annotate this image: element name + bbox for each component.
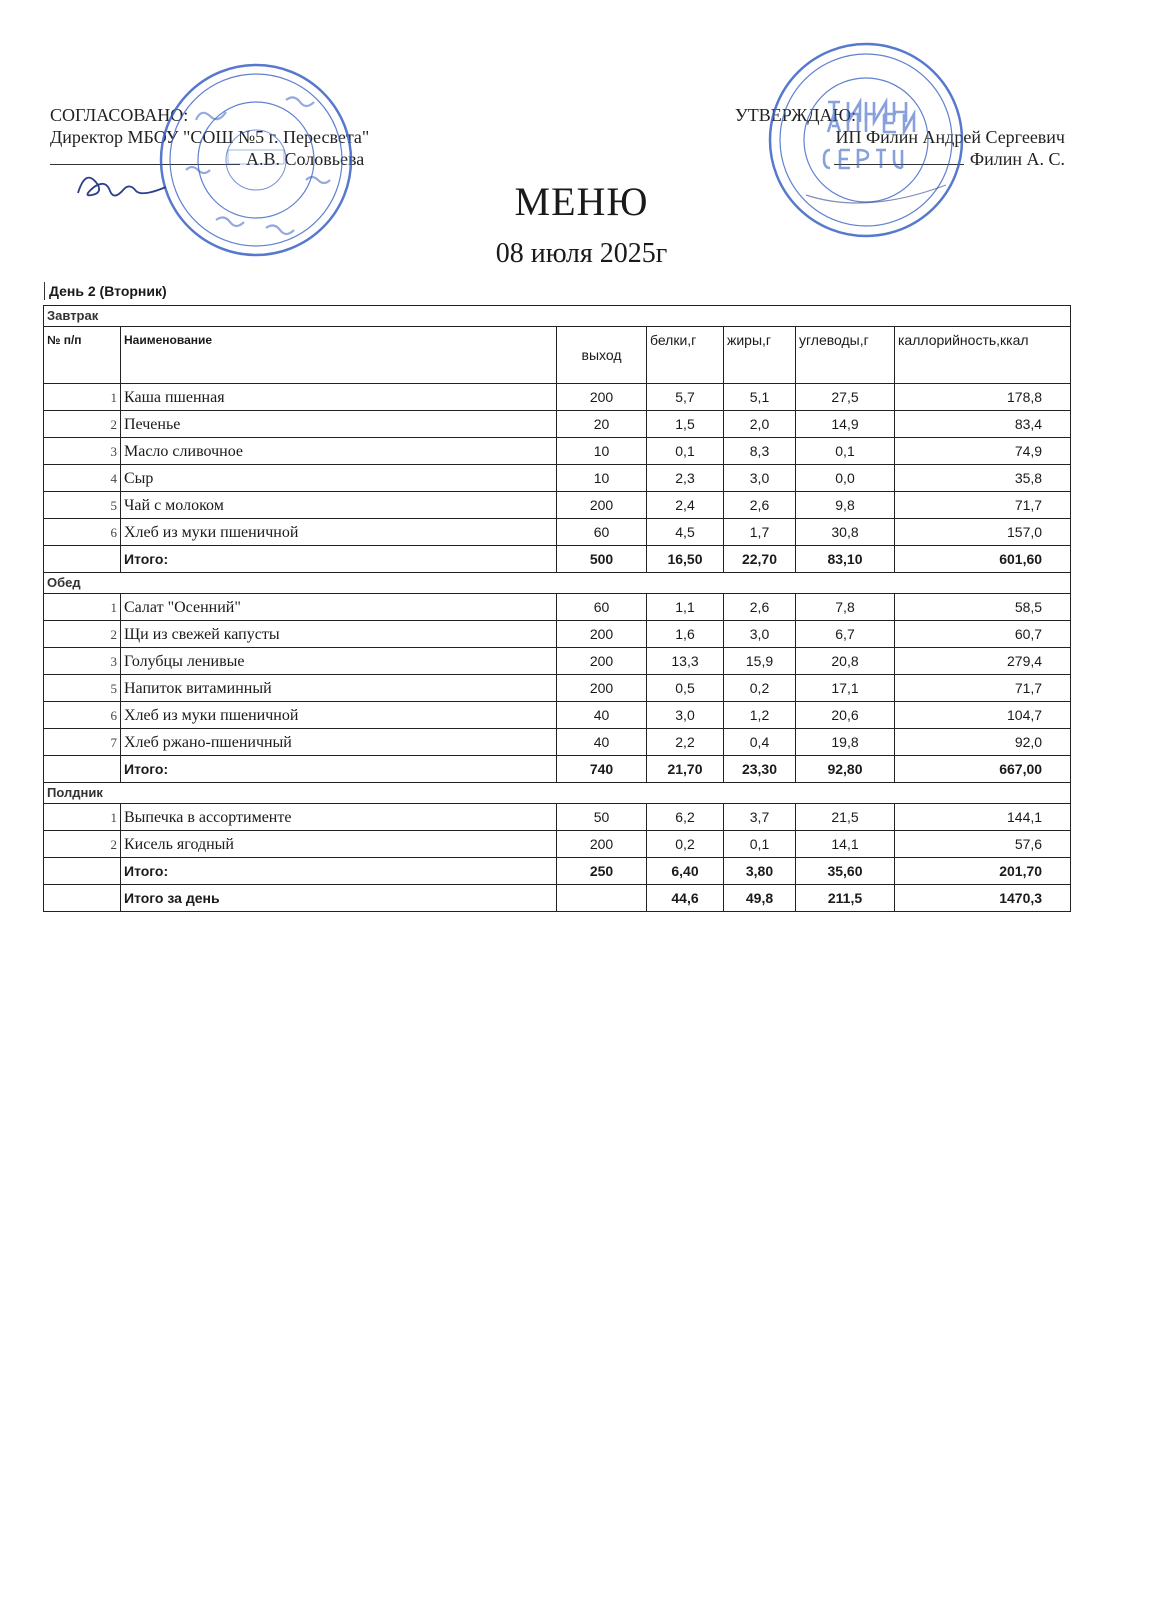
- carbs-value: 27,5: [796, 384, 895, 411]
- approval-right-signer: Филин А. С.: [969, 149, 1065, 169]
- output-value: 200: [557, 675, 647, 702]
- output-value: 50: [557, 804, 647, 831]
- approval-left-heading: СОГЛАСОВАНО:: [50, 105, 189, 125]
- dish-name: Кисель ягодный: [121, 831, 557, 858]
- output-value: 20: [557, 411, 647, 438]
- carbs-value: 20,8: [796, 648, 895, 675]
- output-value: 40: [557, 702, 647, 729]
- fat-value: 15,9: [724, 648, 796, 675]
- approval-left-signer: А.В. Соловьева: [246, 149, 365, 169]
- output-value: 200: [557, 648, 647, 675]
- row-number: 3: [44, 648, 121, 675]
- dish-name: Чай с молоком: [121, 492, 557, 519]
- fat-value: 1,7: [724, 519, 796, 546]
- fat-value: 2,0: [724, 411, 796, 438]
- row-number: 2: [44, 621, 121, 648]
- kcal-value: 1470,3: [895, 885, 1071, 912]
- carbs-value: 211,5: [796, 885, 895, 912]
- protein-value: 2,2: [647, 729, 724, 756]
- signature-line: [834, 150, 964, 165]
- protein-value: 6,40: [647, 858, 724, 885]
- row-number: 1: [44, 804, 121, 831]
- kcal-value: 601,60: [895, 546, 1071, 573]
- protein-value: 1,1: [647, 594, 724, 621]
- section-title: Завтрак: [44, 306, 1071, 327]
- kcal-value: 104,7: [895, 702, 1071, 729]
- dish-name: Хлеб ржано-пшеничный: [121, 729, 557, 756]
- menu-date: 08 июля 2025г: [495, 238, 668, 269]
- fat-value: 3,7: [724, 804, 796, 831]
- protein-value: 1,6: [647, 621, 724, 648]
- approval-right-heading: УТВЕРЖДАЮ:: [735, 105, 857, 125]
- fat-value: 0,1: [724, 831, 796, 858]
- kcal-value: 92,0: [895, 729, 1071, 756]
- carbs-value: 83,10: [796, 546, 895, 573]
- section-title: Обед: [44, 573, 1071, 594]
- col-fat: жиры,г: [724, 327, 796, 384]
- signature-line: [50, 150, 240, 165]
- protein-value: 16,50: [647, 546, 724, 573]
- dish-name: Итого за день: [121, 885, 557, 912]
- section-title: Полдник: [44, 783, 1071, 804]
- table-row: [44, 804, 1071, 831]
- kcal-value: 178,8: [895, 384, 1071, 411]
- row-number: 4: [44, 465, 121, 492]
- kcal-value: 83,4: [895, 411, 1071, 438]
- dish-name: Итого:: [121, 858, 557, 885]
- total-row: [44, 858, 1071, 885]
- protein-value: 2,4: [647, 492, 724, 519]
- fat-value: 22,70: [724, 546, 796, 573]
- approval-right: [735, 104, 1065, 170]
- carbs-value: 0,1: [796, 438, 895, 465]
- protein-value: 1,5: [647, 411, 724, 438]
- dish-name: Хлеб из муки пшеничной: [121, 519, 557, 546]
- section-header: [44, 306, 1071, 327]
- protein-value: 4,5: [647, 519, 724, 546]
- section-header: [44, 573, 1071, 594]
- output-value: 500: [557, 546, 647, 573]
- carbs-value: 20,6: [796, 702, 895, 729]
- protein-value: 6,2: [647, 804, 724, 831]
- output-value: 200: [557, 831, 647, 858]
- row-number: 7: [44, 729, 121, 756]
- output-value: 200: [557, 384, 647, 411]
- fat-value: 0,4: [724, 729, 796, 756]
- dish-name: Щи из свежей капусты: [121, 621, 557, 648]
- row-number: [44, 858, 121, 885]
- kcal-value: 60,7: [895, 621, 1071, 648]
- row-number: 5: [44, 675, 121, 702]
- kcal-value: 144,1: [895, 804, 1071, 831]
- carbs-value: 21,5: [796, 804, 895, 831]
- carbs-value: 0,0: [796, 465, 895, 492]
- page-title: МЕНЮ: [514, 179, 649, 224]
- kcal-value: 74,9: [895, 438, 1071, 465]
- col-num: № п/п: [44, 327, 121, 384]
- protein-value: 13,3: [647, 648, 724, 675]
- row-number: 6: [44, 519, 121, 546]
- output-value: 740: [557, 756, 647, 783]
- dish-name: Каша пшенная: [121, 384, 557, 411]
- row-number: 3: [44, 438, 121, 465]
- carbs-value: 35,60: [796, 858, 895, 885]
- menu-table: [43, 305, 1071, 912]
- dish-name: Масло сливочное: [121, 438, 557, 465]
- fat-value: 3,0: [724, 621, 796, 648]
- day-label: День 2 (Вторник): [44, 282, 167, 300]
- dish-name: Хлеб из муки пшеничной: [121, 702, 557, 729]
- table-row: [44, 465, 1071, 492]
- col-carbs: углеводы,г: [796, 327, 895, 384]
- output-value: 10: [557, 438, 647, 465]
- dish-name: Выпечка в ассортименте: [121, 804, 557, 831]
- output-value: 40: [557, 729, 647, 756]
- output-value: 60: [557, 594, 647, 621]
- output-value: [557, 885, 647, 912]
- dish-name: Напиток витаминный: [121, 675, 557, 702]
- row-number: [44, 546, 121, 573]
- carbs-value: 92,80: [796, 756, 895, 783]
- protein-value: 0,2: [647, 831, 724, 858]
- approval-left-position: Директор МБОУ "СОШ №5 г. Пересвета": [50, 127, 370, 147]
- table-row: [44, 831, 1071, 858]
- carbs-value: 17,1: [796, 675, 895, 702]
- fat-value: 3,0: [724, 465, 796, 492]
- total-row: [44, 885, 1071, 912]
- table-row: [44, 384, 1071, 411]
- kcal-value: 57,6: [895, 831, 1071, 858]
- kcal-value: 71,7: [895, 675, 1071, 702]
- total-row: [44, 756, 1071, 783]
- output-value: 200: [557, 492, 647, 519]
- carbs-value: 30,8: [796, 519, 895, 546]
- output-value: 250: [557, 858, 647, 885]
- row-number: [44, 885, 121, 912]
- row-number: 1: [44, 384, 121, 411]
- kcal-value: 279,4: [895, 648, 1071, 675]
- row-number: 1: [44, 594, 121, 621]
- row-number: 6: [44, 702, 121, 729]
- table-row: [44, 621, 1071, 648]
- kcal-value: 201,70: [895, 858, 1071, 885]
- col-name: Наименование: [121, 327, 557, 384]
- carbs-value: 6,7: [796, 621, 895, 648]
- fat-value: 1,2: [724, 702, 796, 729]
- protein-value: 21,70: [647, 756, 724, 783]
- fat-value: 8,3: [724, 438, 796, 465]
- kcal-value: 71,7: [895, 492, 1071, 519]
- col-output: выход: [557, 327, 647, 384]
- kcal-value: 58,5: [895, 594, 1071, 621]
- fat-value: 2,6: [724, 594, 796, 621]
- row-number: [44, 756, 121, 783]
- fat-value: 49,8: [724, 885, 796, 912]
- carbs-value: 14,9: [796, 411, 895, 438]
- dish-name: Салат "Осенний": [121, 594, 557, 621]
- protein-value: 44,6: [647, 885, 724, 912]
- table-row: [44, 519, 1071, 546]
- table-row: [44, 492, 1071, 519]
- table-row: [44, 411, 1071, 438]
- table-row: [44, 438, 1071, 465]
- kcal-value: 157,0: [895, 519, 1071, 546]
- dish-name: Печенье: [121, 411, 557, 438]
- approval-right-signature-row: [735, 148, 1065, 170]
- dish-name: Голубцы ленивые: [121, 648, 557, 675]
- fat-value: 23,30: [724, 756, 796, 783]
- protein-value: 5,7: [647, 384, 724, 411]
- table-row: [44, 594, 1071, 621]
- column-header-row: [44, 327, 1071, 384]
- carbs-value: 14,1: [796, 831, 895, 858]
- carbs-value: 19,8: [796, 729, 895, 756]
- carbs-value: 7,8: [796, 594, 895, 621]
- fat-value: 2,6: [724, 492, 796, 519]
- fat-value: 0,2: [724, 675, 796, 702]
- protein-value: 2,3: [647, 465, 724, 492]
- table-row: [44, 729, 1071, 756]
- dish-name: Итого:: [121, 546, 557, 573]
- output-value: 60: [557, 519, 647, 546]
- protein-value: 3,0: [647, 702, 724, 729]
- carbs-value: 9,8: [796, 492, 895, 519]
- col-protein: белки,г: [647, 327, 724, 384]
- dish-name: Итого:: [121, 756, 557, 783]
- table-row: [44, 702, 1071, 729]
- col-kcal: каллорийность,ккал: [895, 327, 1071, 384]
- section-header: [44, 783, 1071, 804]
- total-row: [44, 546, 1071, 573]
- table-row: [44, 675, 1071, 702]
- output-value: 200: [557, 621, 647, 648]
- kcal-value: 667,00: [895, 756, 1071, 783]
- row-number: 5: [44, 492, 121, 519]
- protein-value: 0,1: [647, 438, 724, 465]
- fat-value: 5,1: [724, 384, 796, 411]
- row-number: 2: [44, 411, 121, 438]
- output-value: 10: [557, 465, 647, 492]
- kcal-value: 35,8: [895, 465, 1071, 492]
- approval-right-position: ИП Филин Андрей Сергеевич: [835, 127, 1065, 147]
- protein-value: 0,5: [647, 675, 724, 702]
- approval-left: [50, 104, 369, 170]
- dish-name: Сыр: [121, 465, 557, 492]
- row-number: 2: [44, 831, 121, 858]
- table-row: [44, 648, 1071, 675]
- fat-value: 3,80: [724, 858, 796, 885]
